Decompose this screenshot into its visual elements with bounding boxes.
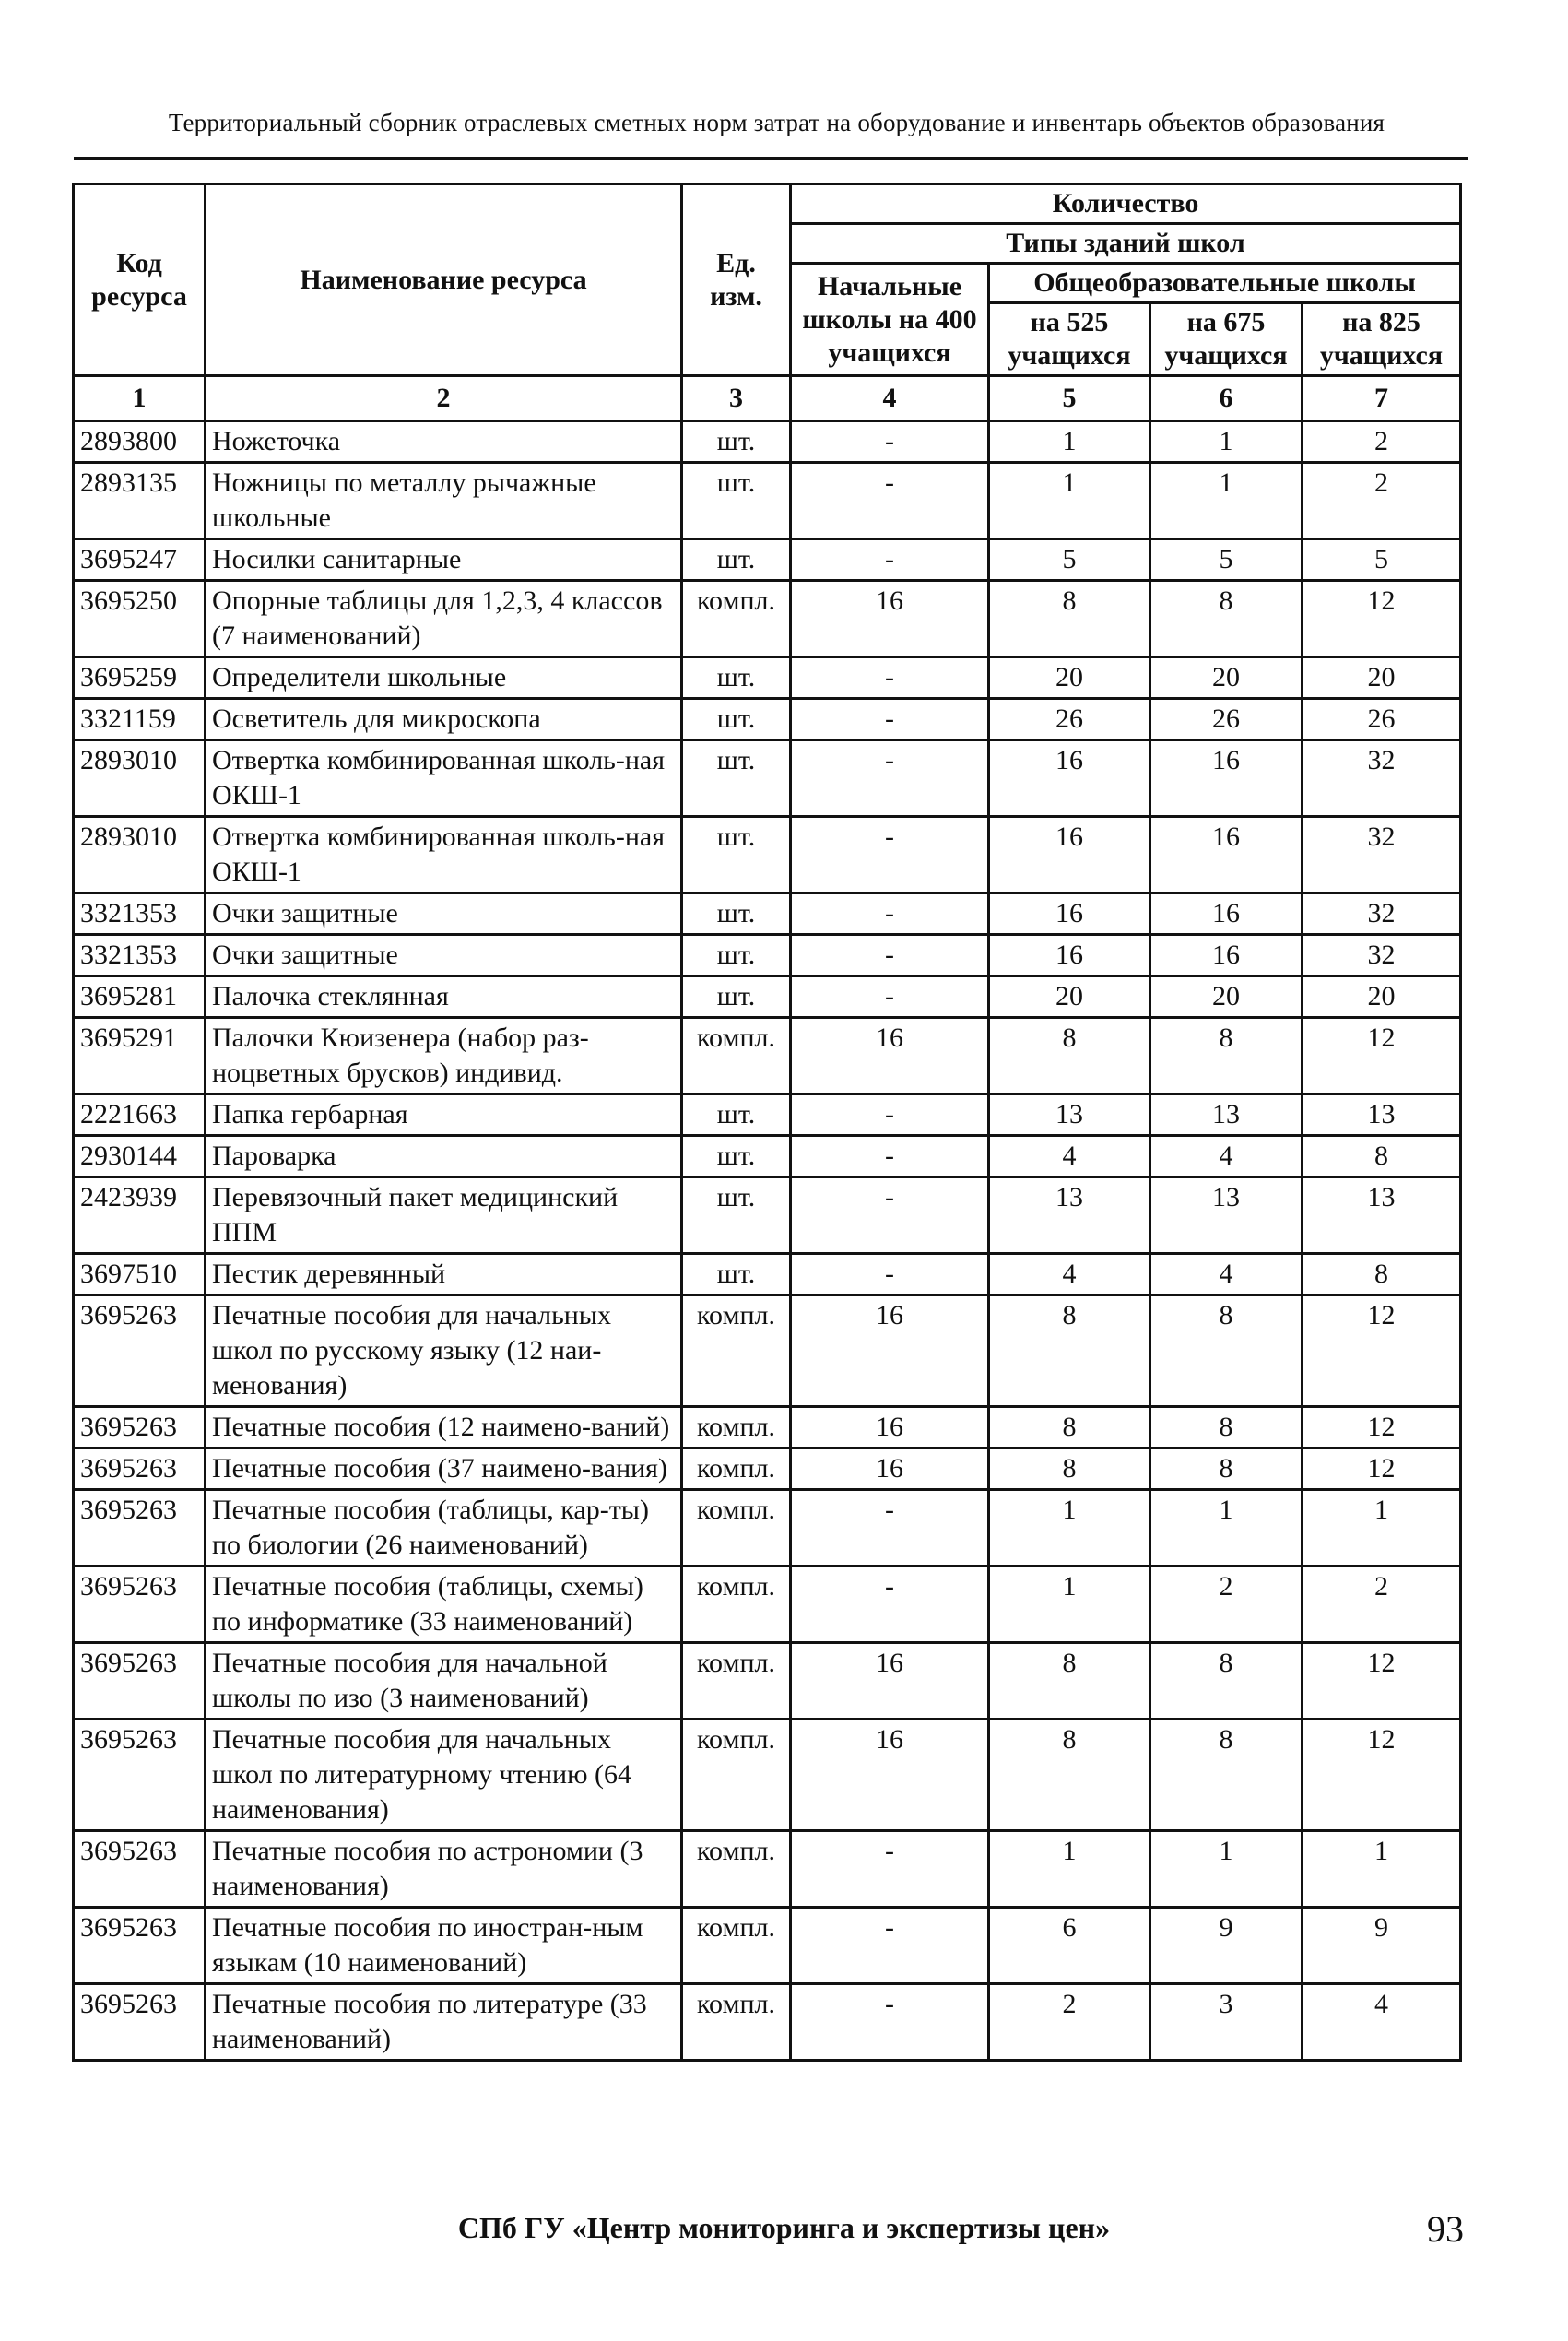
cell-c6: 9 bbox=[1150, 1908, 1303, 1984]
cell-c4: - bbox=[791, 1984, 989, 2061]
col-number: 6 bbox=[1150, 376, 1303, 421]
cell-c4: 16 bbox=[791, 1720, 989, 1831]
cell-c4: - bbox=[791, 740, 989, 817]
cell-name: Печатные пособия по литературе (33 наименований) bbox=[206, 1984, 682, 2061]
cell-unit: шт. bbox=[682, 421, 791, 463]
cell-c6: 13 bbox=[1150, 1177, 1303, 1254]
cell-c5: 6 bbox=[989, 1908, 1150, 1984]
cell-c7: 32 bbox=[1303, 740, 1461, 817]
table-row bbox=[74, 1018, 1461, 1094]
cell-c5: 26 bbox=[989, 699, 1150, 740]
cell-c4: - bbox=[791, 1567, 989, 1643]
cell-c7: 1 bbox=[1303, 1490, 1461, 1567]
cell-c5: 4 bbox=[989, 1254, 1150, 1295]
cell-code: 2930144 bbox=[74, 1136, 206, 1177]
cell-unit: компл. bbox=[682, 1643, 791, 1720]
cell-c4: - bbox=[791, 657, 989, 699]
col-header-name: Наименование ресурса bbox=[206, 184, 682, 376]
cell-c5: 2 bbox=[989, 1984, 1150, 2061]
cell-c6: 8 bbox=[1150, 1448, 1303, 1490]
cell-name: Определители школьные bbox=[206, 657, 682, 699]
cell-code: 3697510 bbox=[74, 1254, 206, 1295]
cell-c5: 20 bbox=[989, 657, 1150, 699]
cell-unit: шт. bbox=[682, 1254, 791, 1295]
cell-c6: 13 bbox=[1150, 1094, 1303, 1136]
cell-c4: 16 bbox=[791, 581, 989, 657]
cell-c5: 1 bbox=[989, 1831, 1150, 1908]
cell-c6: 4 bbox=[1150, 1254, 1303, 1295]
cell-c6: 16 bbox=[1150, 817, 1303, 893]
cell-c6: 8 bbox=[1150, 1407, 1303, 1448]
cell-unit: шт. bbox=[682, 657, 791, 699]
cell-c4: - bbox=[791, 935, 989, 976]
cell-unit: шт. bbox=[682, 699, 791, 740]
cell-c7: 2 bbox=[1303, 421, 1461, 463]
cell-c4: - bbox=[791, 1136, 989, 1177]
cell-code: 3695263 bbox=[74, 1448, 206, 1490]
cell-unit: компл. bbox=[682, 1831, 791, 1908]
cell-c5: 1 bbox=[989, 1490, 1150, 1567]
cell-name: Ножницы по металлу рычажные школьные bbox=[206, 463, 682, 539]
cell-c6: 8 bbox=[1150, 1643, 1303, 1720]
cell-c6: 1 bbox=[1150, 421, 1303, 463]
table-row bbox=[74, 1177, 1461, 1254]
cell-code: 2221663 bbox=[74, 1094, 206, 1136]
cell-code: 3695263 bbox=[74, 1295, 206, 1407]
col-header-primary: Начальные школы на 400 учащихся bbox=[791, 264, 989, 376]
cell-c6: 4 bbox=[1150, 1136, 1303, 1177]
cell-code: 3695263 bbox=[74, 1984, 206, 2061]
cell-c6: 20 bbox=[1150, 976, 1303, 1018]
cell-c7: 12 bbox=[1303, 1295, 1461, 1407]
cell-unit: шт. bbox=[682, 935, 791, 976]
cell-unit: шт. bbox=[682, 817, 791, 893]
cell-c6: 26 bbox=[1150, 699, 1303, 740]
cell-name: Опорные таблицы для 1,2,3, 4 классов (7 наименований) bbox=[206, 581, 682, 657]
table-row bbox=[74, 976, 1461, 1018]
cell-c7: 9 bbox=[1303, 1908, 1461, 1984]
cell-c7: 12 bbox=[1303, 1720, 1461, 1831]
cell-unit: компл. bbox=[682, 1567, 791, 1643]
cell-name: Носилки санитарные bbox=[206, 539, 682, 581]
table-row bbox=[74, 935, 1461, 976]
table-row bbox=[74, 1490, 1461, 1567]
cell-c6: 1 bbox=[1150, 1831, 1303, 1908]
cell-c4: - bbox=[791, 699, 989, 740]
col-header-general: Общеобразовательные школы bbox=[989, 264, 1461, 303]
cell-unit: шт. bbox=[682, 1177, 791, 1254]
cell-name: Очки защитные bbox=[206, 893, 682, 935]
table-row bbox=[74, 421, 1461, 463]
cell-code: 3695281 bbox=[74, 976, 206, 1018]
col-number: 2 bbox=[206, 376, 682, 421]
cell-c7: 5 bbox=[1303, 539, 1461, 581]
table-row bbox=[74, 657, 1461, 699]
cell-name: Перевязочный пакет медицинский ППМ bbox=[206, 1177, 682, 1254]
table-row bbox=[74, 740, 1461, 817]
cell-c5: 16 bbox=[989, 893, 1150, 935]
cell-c6: 1 bbox=[1150, 1490, 1303, 1567]
cell-unit: компл. bbox=[682, 1908, 791, 1984]
cell-c7: 13 bbox=[1303, 1177, 1461, 1254]
footer-org: СПб ГУ «Центр мониторинга и экспертизы цен» bbox=[457, 2211, 1111, 2244]
cell-code: 3695263 bbox=[74, 1490, 206, 1567]
table-row bbox=[74, 581, 1461, 657]
col-number-row bbox=[74, 376, 1461, 421]
cell-c7: 26 bbox=[1303, 699, 1461, 740]
cell-unit: компл. bbox=[682, 1407, 791, 1448]
col-header-unit: Ед. изм. bbox=[682, 184, 791, 376]
cell-c4: - bbox=[791, 1177, 989, 1254]
cell-name: Печатные пособия для начальных школ по литературному чтению (64 наименования) bbox=[206, 1720, 682, 1831]
cell-name: Отвертка комбинированная школь-ная ОКШ-1 bbox=[206, 740, 682, 817]
cell-c6: 8 bbox=[1150, 1295, 1303, 1407]
cell-c6: 8 bbox=[1150, 581, 1303, 657]
cell-unit: шт. bbox=[682, 463, 791, 539]
cell-unit: компл. bbox=[682, 1984, 791, 2061]
cell-unit: шт. bbox=[682, 539, 791, 581]
cell-name: Папка гербарная bbox=[206, 1094, 682, 1136]
cell-c4: - bbox=[791, 1094, 989, 1136]
cell-c6: 3 bbox=[1150, 1984, 1303, 2061]
cell-c5: 16 bbox=[989, 935, 1150, 976]
cell-c5: 8 bbox=[989, 581, 1150, 657]
cell-c7: 32 bbox=[1303, 893, 1461, 935]
table-row bbox=[74, 1908, 1461, 1984]
table-row bbox=[74, 817, 1461, 893]
cell-c6: 16 bbox=[1150, 935, 1303, 976]
table-row bbox=[74, 1094, 1461, 1136]
cell-c5: 13 bbox=[989, 1094, 1150, 1136]
cell-code: 3695250 bbox=[74, 581, 206, 657]
cell-name: Печатные пособия (12 наимено-ваний) bbox=[206, 1407, 682, 1448]
cell-unit: компл. bbox=[682, 1018, 791, 1094]
table-row bbox=[74, 1567, 1461, 1643]
table-row bbox=[74, 1643, 1461, 1720]
table-row bbox=[74, 893, 1461, 935]
cell-unit: шт. bbox=[682, 740, 791, 817]
cell-c7: 4 bbox=[1303, 1984, 1461, 2061]
cell-c5: 4 bbox=[989, 1136, 1150, 1177]
cell-c7: 8 bbox=[1303, 1254, 1461, 1295]
cell-c5: 8 bbox=[989, 1720, 1150, 1831]
cell-code: 3321353 bbox=[74, 893, 206, 935]
table-row bbox=[74, 699, 1461, 740]
table-row bbox=[74, 1136, 1461, 1177]
cell-name: Печатные пособия по астрономии (3 наименования) bbox=[206, 1831, 682, 1908]
col-header-825: на 825 учащихся bbox=[1303, 303, 1461, 376]
cell-name: Пестик деревянный bbox=[206, 1254, 682, 1295]
cell-name: Пароварка bbox=[206, 1136, 682, 1177]
cell-c7: 12 bbox=[1303, 581, 1461, 657]
cell-c7: 20 bbox=[1303, 976, 1461, 1018]
cell-c5: 16 bbox=[989, 740, 1150, 817]
cell-c4: - bbox=[791, 976, 989, 1018]
col-header-675: на 675 учащихся bbox=[1150, 303, 1303, 376]
cell-c4: - bbox=[791, 893, 989, 935]
col-header-525: на 525 учащихся bbox=[989, 303, 1150, 376]
cell-c4: - bbox=[791, 539, 989, 581]
cell-c5: 8 bbox=[989, 1448, 1150, 1490]
cell-c6: 2 bbox=[1150, 1567, 1303, 1643]
cell-c5: 1 bbox=[989, 463, 1150, 539]
cell-c5: 8 bbox=[989, 1407, 1150, 1448]
cell-c6: 16 bbox=[1150, 740, 1303, 817]
cell-unit: шт. bbox=[682, 1094, 791, 1136]
col-number: 1 bbox=[74, 376, 206, 421]
cell-c7: 20 bbox=[1303, 657, 1461, 699]
cell-code: 3695263 bbox=[74, 1407, 206, 1448]
cell-c5: 13 bbox=[989, 1177, 1150, 1254]
cell-c6: 20 bbox=[1150, 657, 1303, 699]
cell-c5: 8 bbox=[989, 1295, 1150, 1407]
cell-c4: - bbox=[791, 1908, 989, 1984]
col-number: 3 bbox=[682, 376, 791, 421]
cell-c6: 8 bbox=[1150, 1720, 1303, 1831]
cell-name: Отвертка комбинированная школь-ная ОКШ-1 bbox=[206, 817, 682, 893]
cell-c7: 12 bbox=[1303, 1643, 1461, 1720]
cell-code: 3695291 bbox=[74, 1018, 206, 1094]
cell-c4: - bbox=[791, 1254, 989, 1295]
cell-unit: компл. bbox=[682, 1448, 791, 1490]
col-header-quantity: Количество bbox=[791, 184, 1461, 224]
running-header: Территориальный сборник отраслевых сметных норм затрат на оборудование и инвентарь объектов образования bbox=[168, 109, 1385, 136]
cell-c6: 8 bbox=[1150, 1018, 1303, 1094]
cell-name: Печатные пособия для начальной школы по изо (3 наименований) bbox=[206, 1643, 682, 1720]
cell-c6: 1 bbox=[1150, 463, 1303, 539]
cell-name: Печатные пособия (таблицы, кар-ты) по биологии (26 наименований) bbox=[206, 1490, 682, 1567]
cell-code: 3695263 bbox=[74, 1831, 206, 1908]
table-row bbox=[74, 1984, 1461, 2061]
cell-name: Очки защитные bbox=[206, 935, 682, 976]
cell-c4: - bbox=[791, 817, 989, 893]
cell-c7: 12 bbox=[1303, 1018, 1461, 1094]
cell-c4: 16 bbox=[791, 1448, 989, 1490]
cell-name: Печатные пособия для начальных школ по русскому языку (12 наи-менования) bbox=[206, 1295, 682, 1407]
cell-name: Печатные пособия (таблицы, схемы) по информатике (33 наименований) bbox=[206, 1567, 682, 1643]
cell-c7: 1 bbox=[1303, 1831, 1461, 1908]
cell-c7: 2 bbox=[1303, 1567, 1461, 1643]
resource-table bbox=[72, 183, 1462, 2062]
cell-code: 3695263 bbox=[74, 1643, 206, 1720]
cell-unit: компл. bbox=[682, 1490, 791, 1567]
cell-c7: 12 bbox=[1303, 1448, 1461, 1490]
table-row bbox=[74, 1720, 1461, 1831]
cell-c4: - bbox=[791, 1831, 989, 1908]
cell-c5: 5 bbox=[989, 539, 1150, 581]
cell-name: Осветитель для микроскопа bbox=[206, 699, 682, 740]
cell-c4: - bbox=[791, 463, 989, 539]
col-number: 7 bbox=[1303, 376, 1461, 421]
cell-code: 2893010 bbox=[74, 740, 206, 817]
cell-c7: 32 bbox=[1303, 935, 1461, 976]
cell-c7: 8 bbox=[1303, 1136, 1461, 1177]
cell-unit: шт. bbox=[682, 893, 791, 935]
cell-code: 2893800 bbox=[74, 421, 206, 463]
table-row bbox=[74, 463, 1461, 539]
cell-code: 3695263 bbox=[74, 1720, 206, 1831]
cell-unit: шт. bbox=[682, 976, 791, 1018]
cell-code: 3321353 bbox=[74, 935, 206, 976]
cell-code: 3695263 bbox=[74, 1908, 206, 1984]
cell-name: Ножеточка bbox=[206, 421, 682, 463]
cell-unit: шт. bbox=[682, 1136, 791, 1177]
table-row bbox=[74, 1831, 1461, 1908]
cell-c4: 16 bbox=[791, 1407, 989, 1448]
cell-c4: 16 bbox=[791, 1018, 989, 1094]
cell-c5: 1 bbox=[989, 421, 1150, 463]
cell-unit: компл. bbox=[682, 1295, 791, 1407]
cell-code: 2893135 bbox=[74, 463, 206, 539]
cell-c5: 20 bbox=[989, 976, 1150, 1018]
cell-c4: - bbox=[791, 1490, 989, 1567]
cell-code: 2893010 bbox=[74, 817, 206, 893]
table-row bbox=[74, 1295, 1461, 1407]
table-row bbox=[74, 1254, 1461, 1295]
cell-c5: 8 bbox=[989, 1018, 1150, 1094]
header-rule bbox=[74, 157, 1468, 160]
col-number: 5 bbox=[989, 376, 1150, 421]
col-header-building-types: Типы зданий школ bbox=[791, 224, 1461, 264]
page-number: 93 bbox=[1427, 2208, 1464, 2250]
cell-name: Палочки Кюизенера (набор раз-ноцветных брусков) индивид. bbox=[206, 1018, 682, 1094]
cell-unit: компл. bbox=[682, 581, 791, 657]
cell-code: 3695259 bbox=[74, 657, 206, 699]
cell-c5: 16 bbox=[989, 817, 1150, 893]
cell-code: 3695247 bbox=[74, 539, 206, 581]
col-header-code: Код ресурса bbox=[74, 184, 206, 376]
cell-c4: 16 bbox=[791, 1295, 989, 1407]
table-row bbox=[74, 1448, 1461, 1490]
table-row bbox=[74, 1407, 1461, 1448]
cell-code: 3321159 bbox=[74, 699, 206, 740]
cell-c7: 13 bbox=[1303, 1094, 1461, 1136]
cell-c4: 16 bbox=[791, 1643, 989, 1720]
cell-name: Палочка стеклянная bbox=[206, 976, 682, 1018]
cell-c7: 2 bbox=[1303, 463, 1461, 539]
cell-code: 3695263 bbox=[74, 1567, 206, 1643]
cell-unit: компл. bbox=[682, 1720, 791, 1831]
cell-c7: 32 bbox=[1303, 817, 1461, 893]
cell-name: Печатные пособия (37 наимено-вания) bbox=[206, 1448, 682, 1490]
cell-code: 2423939 bbox=[74, 1177, 206, 1254]
cell-c4: - bbox=[791, 421, 989, 463]
cell-c5: 1 bbox=[989, 1567, 1150, 1643]
cell-c7: 12 bbox=[1303, 1407, 1461, 1448]
cell-name: Печатные пособия по иностран-ным языкам (10 наименований) bbox=[206, 1908, 682, 1984]
table-row bbox=[74, 539, 1461, 581]
cell-c6: 16 bbox=[1150, 893, 1303, 935]
cell-c6: 5 bbox=[1150, 539, 1303, 581]
cell-c5: 8 bbox=[989, 1643, 1150, 1720]
col-number: 4 bbox=[791, 376, 989, 421]
